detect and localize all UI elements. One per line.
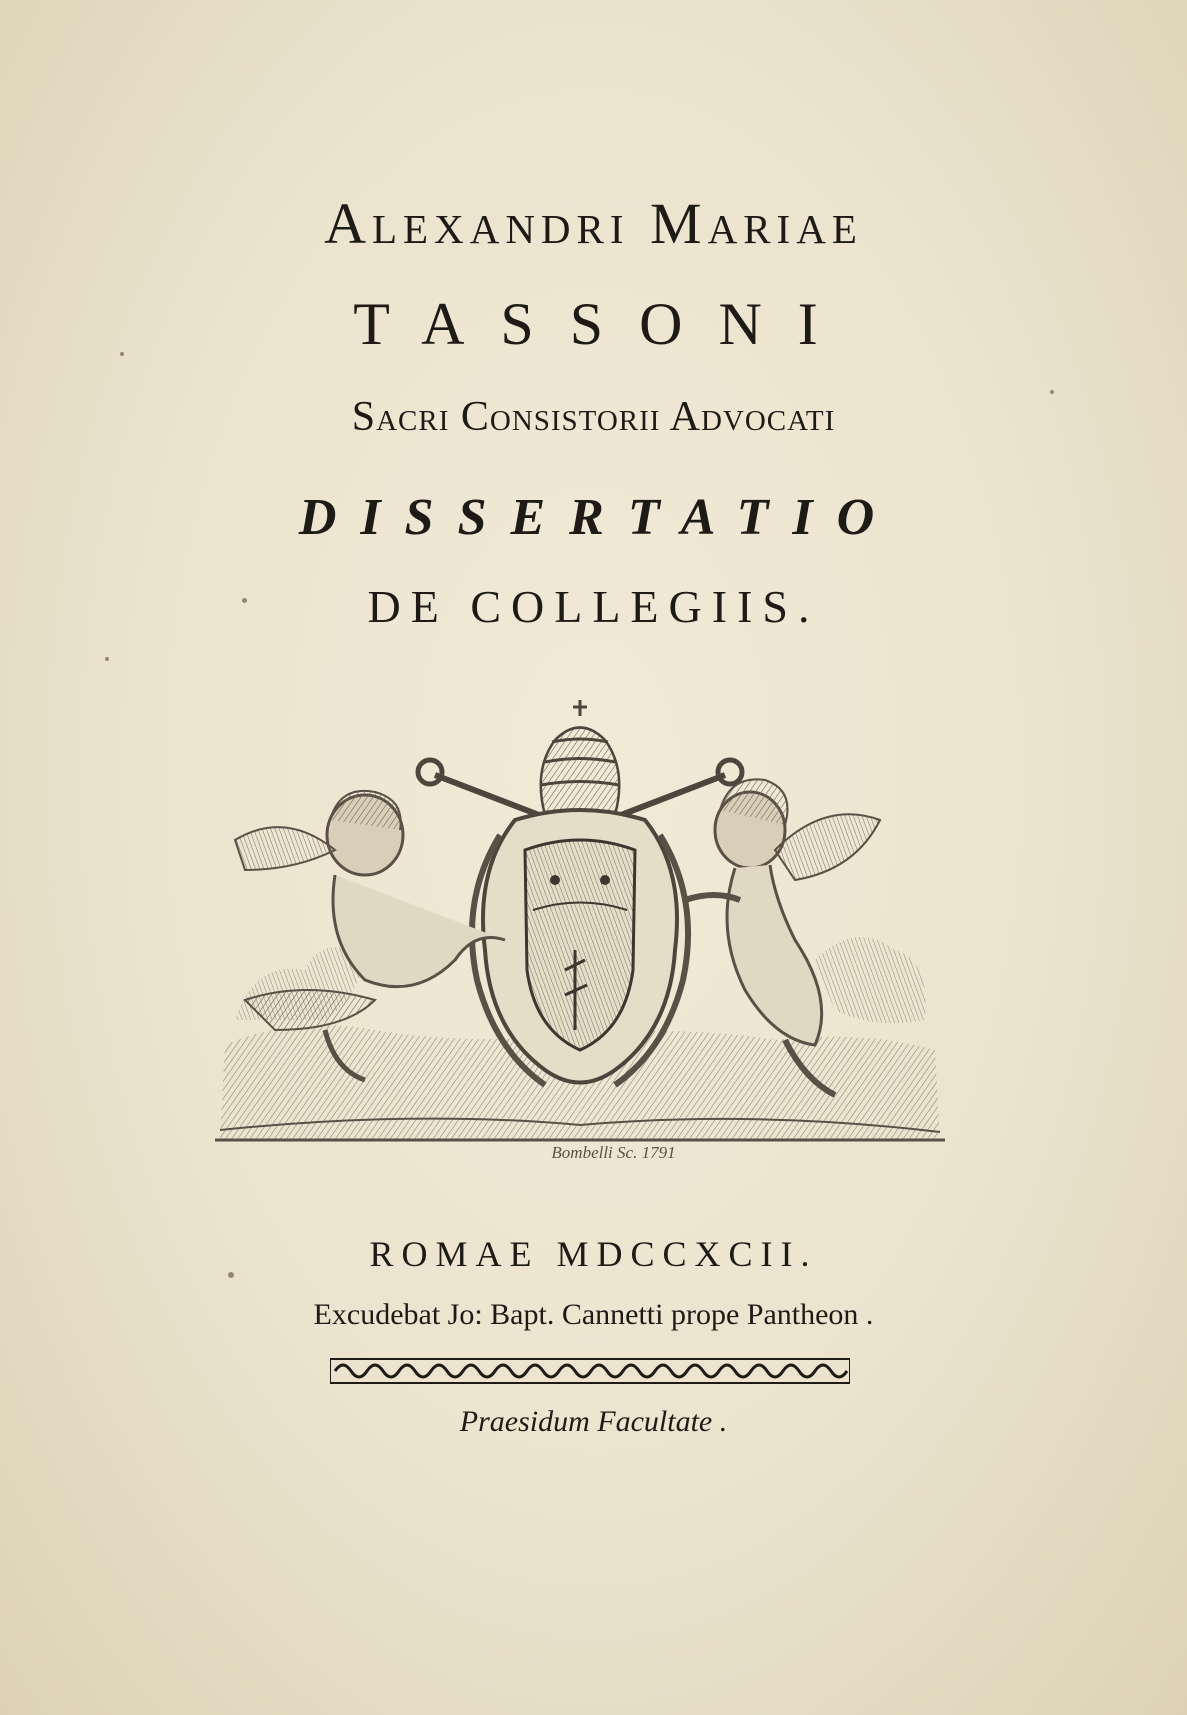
paper-fleck [228, 1272, 234, 1278]
imprint-license: Praesidum Facultate . [459, 1405, 728, 1438]
paper-fleck [105, 657, 109, 661]
paper-fleck [120, 352, 124, 356]
author-surname: TASSONI [353, 291, 854, 357]
paper-fleck [1050, 390, 1054, 394]
paper-fleck [242, 598, 247, 603]
imprint-printer: Excudebat Jo: Bapt. Cannetti prope Pantheon . [313, 1298, 874, 1331]
work-title: DISSERTATIO [298, 489, 899, 546]
papal-coat-of-arms-with-putti-icon [215, 700, 945, 1175]
author-office: Sacri Consistorii Advocati [351, 394, 836, 440]
imprint-place-date: ROMAE MDCCXCII. [369, 1234, 818, 1274]
engraver-signature: Bombelli Sc. 1791 [551, 1143, 676, 1162]
work-subject: DE COLLEGIIS. [367, 581, 820, 632]
author-name-line: Alexandri Mariae [324, 191, 863, 256]
ornamental-rule [330, 1357, 850, 1385]
